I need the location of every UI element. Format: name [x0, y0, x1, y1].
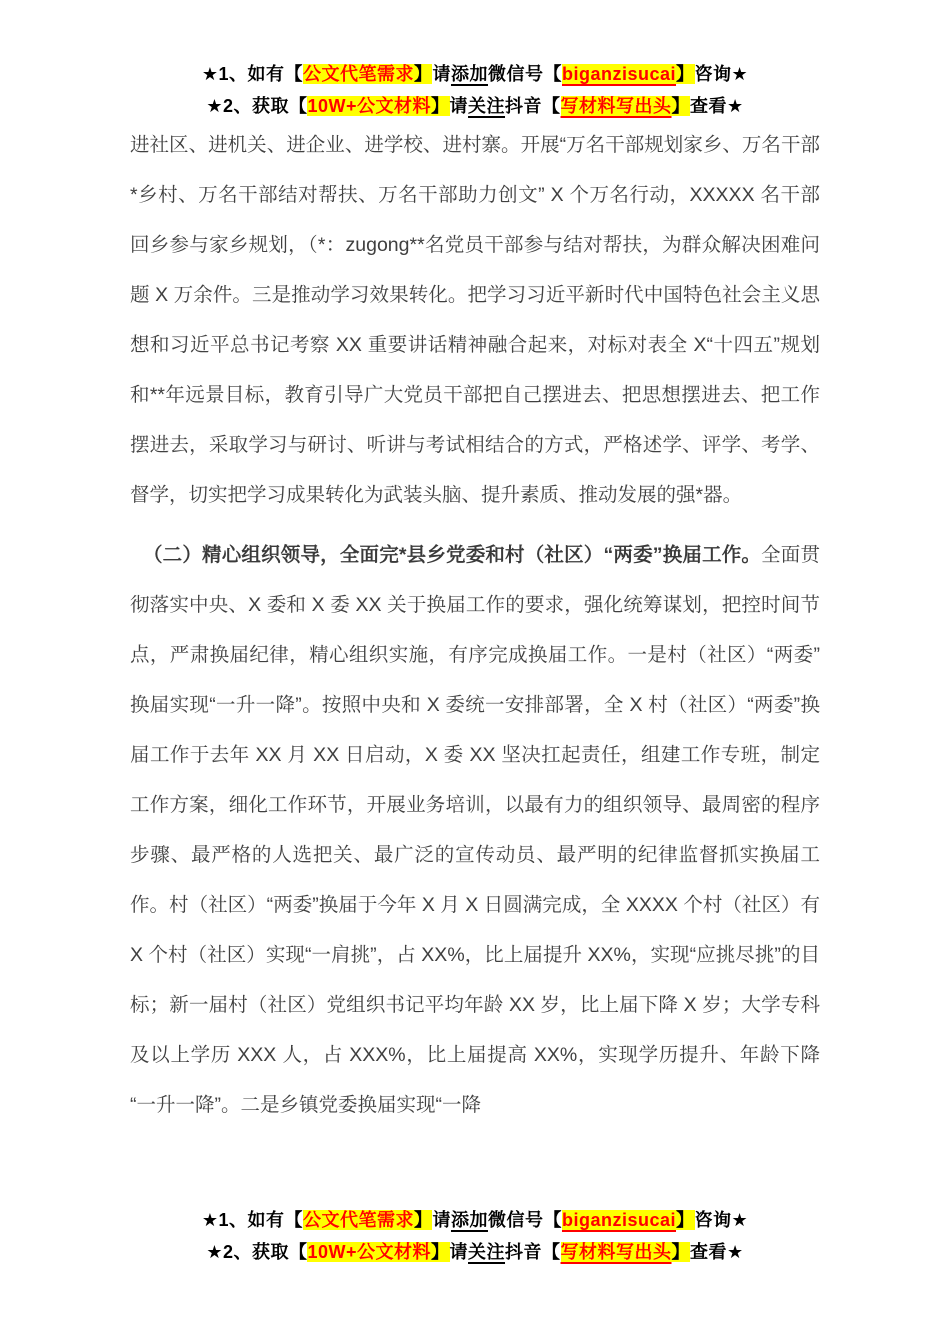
- text-segment: 抖音【: [505, 96, 561, 116]
- text-segment: 公文代笔需求: [302, 64, 414, 84]
- text-segment: biganzisucai: [561, 64, 677, 84]
- text-segment: 全面贯彻落实中央、X 委和 X 委 XX 关于换届工作的要求，强化统筹谋划，把控时间节点，严肃换届纪律，精心组织实施，有序完成换届工作。一是村（社区）“两委”换届实现“一升一降”。按照中央和 X 委统一安排部署，全 X 村（社区）“两委”换届工作于去年 XX 月 XX 日启动，X 委 XX 坚决扛起责任，组建工作专班，制定工作方案，细化工作环节，开展业务培训，以最有力的组织领导、最周密的程序步骤、最严格的人选把关、最广泛的宣传动员、最严明的纪律监督抓实换届工作。村（社区）“两委”换届于今年 X 月 X 日圆满完成，全 XXXX 个村（社区）有 X 个村（社区）实现“一肩挑”，占 XX%，比上届提升 XX%，实现“应挑尽挑”的目标；新一届村（社区）党组织书记平均年龄 XX 岁，比上届下降 X 岁；大学专科及以上学历 XXX 人，占 XXX%，比上届提高 XX%，实现学历提升、年龄下降“一升一降”。二是乡镇党委换届实现“一降: [130, 544, 826, 1116]
- text-segment: 进社区、进机关、进企业、进学校、进村寨。开展“万名干部规划家乡、万名干部*乡村、万名干部结对帮扶、万名干部助力创文” X 个万名行动，XXXXX 名干部回乡参与家乡规划，（*：zugong**名党员干部参与结对帮扶，为群众解决困难问题 X 万余件。三是推动学习效果转化。把学习习近平新时代中国特色社会主义思想和习近平总书记考察 XX 重要讲话精神融合起来，对标对表全 X“十四五”规划和**年远景目标，教育引导广大党员干部把自己摆进去、把思想摆进去、把工作摆进去，采取学习与研讨、听讲与考试相结合的方式，严格述学、评学、考学、督学，切实把学习成果转化为武装头脑、提升素质、推动发展的强*器。: [130, 134, 820, 506]
- text-segment: 写材料写出头: [560, 96, 672, 116]
- text-segment: 】: [676, 1210, 695, 1230]
- text-segment: 公文代笔需求: [302, 1210, 414, 1230]
- text-segment: 】: [676, 64, 695, 84]
- text-segment: 】: [431, 96, 450, 116]
- text-segment: 】: [413, 1210, 433, 1230]
- text-segment: 关注: [468, 1242, 506, 1262]
- text-segment: ★1、如有【: [201, 64, 303, 84]
- text-segment: 咨询★: [694, 64, 749, 84]
- paragraph-section-2: [130, 530, 826, 1130]
- text-segment: 】: [413, 64, 433, 84]
- text-segment: ★2、获取【: [206, 1242, 308, 1262]
- text-segment: 微信号【: [487, 1210, 562, 1230]
- text-segment: 微信号【: [487, 64, 562, 84]
- text-segment: 添加: [450, 1210, 488, 1230]
- text-segment: 请: [449, 96, 469, 116]
- promo-header: [0, 58, 950, 122]
- text-segment: 查看★: [690, 96, 744, 116]
- paragraph-continuation: [130, 120, 820, 520]
- bold-text-segment: （二）精心组织领导，全面完*县乡党委和村（社区）“两委”换届工作。: [143, 544, 762, 566]
- text-segment: 请: [432, 1210, 451, 1230]
- text-segment: 抖音【: [505, 1242, 561, 1262]
- promo-footer: [0, 1204, 950, 1268]
- text-segment: 请: [449, 1242, 469, 1262]
- promo-header-line-1: [0, 58, 950, 90]
- text-segment: biganzisucai: [561, 1210, 677, 1230]
- text-segment: 咨询★: [694, 1210, 749, 1230]
- promo-header-line-2: [0, 90, 950, 122]
- text-segment: ★2、获取【: [206, 96, 308, 116]
- text-segment: 请: [432, 64, 451, 84]
- text-segment: 10W+公文材料: [307, 1242, 432, 1262]
- text-segment: 】: [431, 1242, 450, 1262]
- promo-footer-line-2: [0, 1236, 950, 1268]
- text-segment: 10W+公文材料: [307, 96, 432, 116]
- text-segment: 查看★: [690, 1242, 744, 1262]
- text-segment: 】: [671, 96, 691, 116]
- promo-footer-line-1: [0, 1204, 950, 1236]
- text-segment: 】: [671, 1242, 691, 1262]
- text-segment: ★1、如有【: [201, 1210, 303, 1230]
- document-body: [130, 120, 826, 1130]
- text-segment: 写材料写出头: [560, 1242, 672, 1262]
- text-segment: 关注: [468, 96, 506, 116]
- text-segment: 添加: [450, 64, 488, 84]
